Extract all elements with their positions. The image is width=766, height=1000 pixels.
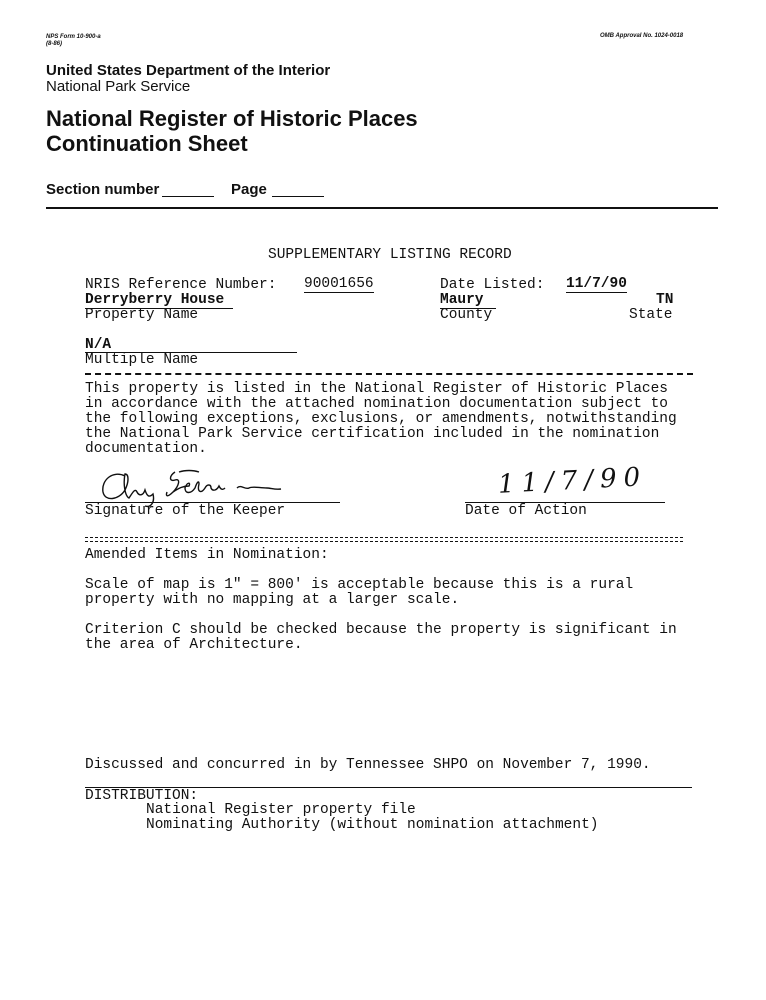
concurrence-text: Discussed and concurred in by Tennessee SHPO on November 7, 1990. [85, 757, 651, 773]
date-listed-label: Date Listed: [440, 277, 545, 293]
section-number-blank [162, 196, 214, 197]
county-label: County [440, 307, 493, 323]
statement-line-3: the following exceptions, exclusions, or amendments, notwithstanding [85, 411, 677, 427]
department-name: United States Department of the Interior [46, 62, 331, 79]
distribution-list [146, 803, 598, 833]
header-divider [46, 207, 718, 209]
page-label: Page [231, 181, 267, 198]
page-blank [272, 196, 324, 197]
state-label: State [629, 307, 673, 323]
distribution-item-2: Nominating Authority (without nomination attachment) [146, 817, 599, 833]
form-number: NPS Form 10-900-a [46, 34, 101, 40]
form-title-line1: National Register of Historic Places [46, 106, 418, 131]
form-title-line2: Continuation Sheet [46, 131, 248, 156]
property-name-label: Property Name [85, 307, 199, 323]
distribution-label: DISTRIBUTION: [85, 788, 199, 804]
amendment-2 [85, 623, 677, 653]
statement-line-1: This property is listed in the National Register of Historic Places [85, 381, 668, 397]
multiple-name-value: N/A [85, 337, 112, 353]
amendment-1 [85, 578, 633, 608]
date-of-action-label: Date of Action [465, 503, 587, 519]
action-date-handwritten: 11/7/90 [497, 462, 648, 500]
record-title: SUPPLEMENTARY LISTING RECORD [268, 247, 512, 263]
double-divider-top [85, 537, 683, 538]
amendment-2-line-1: Criterion C should be checked because the property is significant in [85, 622, 677, 638]
section-number-label: Section number [46, 181, 160, 198]
nris-label: NRIS Reference Number: [85, 277, 277, 293]
amended-heading: Amended Items in Nomination: [85, 547, 329, 563]
dashed-divider [85, 373, 693, 375]
date-listed-value: 11/7/90 [566, 276, 627, 292]
nris-value: 90001656 [304, 276, 374, 292]
agency-name: National Park Service [46, 78, 191, 95]
amendment-1-line-1: Scale of map is 1" = 800' is acceptable because this is a rural [85, 577, 634, 593]
distribution-item-1: National Register property file [146, 802, 416, 818]
statement-line-2: in accordance with the attached nomination documentation subject to [85, 396, 668, 412]
statement-text [85, 382, 677, 457]
signature-label: Signature of the Keeper [85, 503, 286, 519]
form-revision: (8-86) [46, 41, 63, 47]
statement-line-5: documentation. [85, 441, 207, 457]
statement-line-4: the National Park Service certification included in the nomination [85, 426, 660, 442]
property-name-value: Derryberry House [85, 292, 225, 308]
amendment-2-line-2: the area of Architecture. [85, 637, 303, 653]
double-divider-bottom [85, 541, 683, 542]
county-value: Maury [440, 292, 484, 308]
state-value: TN [656, 292, 674, 308]
multiple-name-label: Multiple Name [85, 352, 199, 368]
omb-approval: OMB Approval No. 1024-0018 [600, 33, 684, 39]
amendment-1-line-2: property with no mapping at a larger scale. [85, 592, 460, 608]
